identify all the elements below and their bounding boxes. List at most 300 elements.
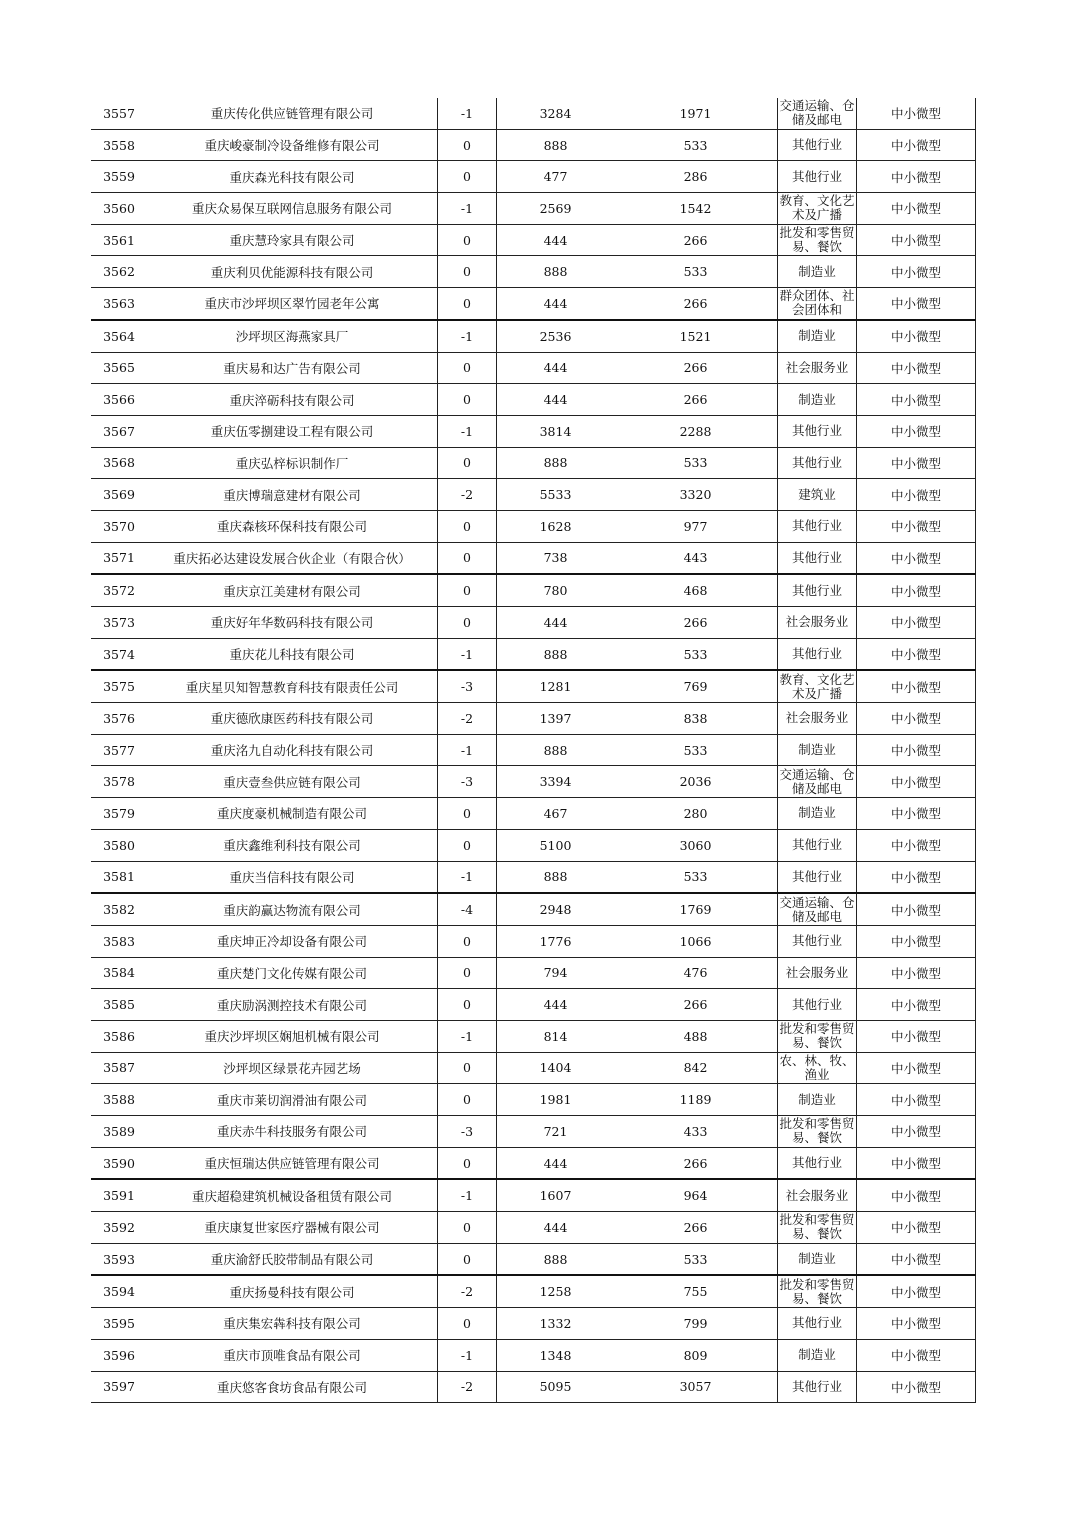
table-row — [91, 574, 976, 606]
change-value-cell: 0 — [438, 574, 497, 606]
change-value-cell: -3 — [438, 1116, 497, 1148]
amount-a-cell: 1776 — [497, 925, 615, 957]
row-number-cell: 3590 — [91, 1147, 147, 1179]
industry-cell: 制造业 — [778, 798, 857, 830]
amount-a-cell: 444 — [497, 384, 615, 416]
row-number-cell: 3562 — [91, 256, 147, 288]
amount-a-cell: 444 — [497, 352, 615, 384]
company-name-cell: 重庆市顶唯食品有限公司 — [147, 1339, 438, 1371]
row-number-cell: 3570 — [91, 510, 147, 542]
company-name-cell: 重庆京江美建材有限公司 — [147, 574, 438, 606]
change-value-cell: 0 — [438, 1212, 497, 1244]
industry-cell — [778, 893, 857, 925]
amount-a-cell: 1397 — [497, 703, 615, 735]
amount-a-cell: 3814 — [497, 415, 615, 447]
amount-b-cell: 1066 — [614, 925, 778, 957]
company-size-cell: 中小微型 — [857, 1308, 976, 1340]
industry-cell — [778, 766, 857, 798]
row-number-cell: 3595 — [91, 1308, 147, 1340]
change-value-cell: 0 — [438, 829, 497, 861]
row-number-cell: 3567 — [91, 415, 147, 447]
amount-b-cell: 842 — [614, 1052, 778, 1084]
company-size-cell: 中小微型 — [857, 734, 976, 766]
change-value-cell: 0 — [438, 1052, 497, 1084]
industry-cell — [778, 670, 857, 702]
company-size-cell: 中小微型 — [857, 224, 976, 256]
table-row — [91, 607, 976, 639]
company-size-cell: 中小微型 — [857, 129, 976, 161]
amount-b-cell: 2288 — [614, 415, 778, 447]
row-number-cell: 3565 — [91, 352, 147, 384]
company-name-cell: 重庆壹叁供应链有限公司 — [147, 766, 438, 798]
row-number-cell: 3596 — [91, 1339, 147, 1371]
row-number-cell: 3588 — [91, 1084, 147, 1116]
amount-b-cell: 1542 — [614, 193, 778, 225]
amount-b-cell: 809 — [614, 1339, 778, 1371]
amount-a-cell: 3394 — [497, 766, 615, 798]
row-number-cell: 3583 — [91, 925, 147, 957]
row-number-cell: 3564 — [91, 320, 147, 352]
change-value-cell: 0 — [438, 925, 497, 957]
change-value-cell: 0 — [438, 989, 497, 1021]
company-name-cell: 重庆传化供应链管理有限公司 — [147, 98, 438, 129]
amount-a-cell: 1281 — [497, 670, 615, 702]
row-number-cell: 3593 — [91, 1243, 147, 1275]
change-value-cell: 0 — [438, 1308, 497, 1340]
company-size-cell: 中小微型 — [857, 638, 976, 670]
amount-b-cell: 1769 — [614, 893, 778, 925]
industry-cell — [778, 1116, 857, 1148]
table-row — [91, 193, 976, 225]
table-row — [91, 957, 976, 989]
change-value-cell: -1 — [438, 320, 497, 352]
row-number-cell: 3557 — [91, 98, 147, 129]
company-size-cell: 中小微型 — [857, 703, 976, 735]
row-number-cell: 3591 — [91, 1179, 147, 1211]
amount-a-cell: 444 — [497, 1212, 615, 1244]
company-size-cell: 中小微型 — [857, 957, 976, 989]
industry-cell: 社会服务业 — [778, 703, 857, 735]
change-value-cell: 0 — [438, 607, 497, 639]
amount-a-cell: 888 — [497, 638, 615, 670]
company-size-cell: 中小微型 — [857, 542, 976, 574]
table-row — [91, 1179, 976, 1211]
amount-a-cell: 5100 — [497, 829, 615, 861]
change-value-cell: -2 — [438, 703, 497, 735]
company-size-cell: 中小微型 — [857, 1147, 976, 1179]
amount-b-cell: 3320 — [614, 479, 778, 511]
amount-b-cell: 755 — [614, 1275, 778, 1307]
row-number-cell: 3585 — [91, 989, 147, 1021]
industry-cell — [778, 193, 857, 225]
change-value-cell: 0 — [438, 957, 497, 989]
amount-b-cell: 266 — [614, 224, 778, 256]
row-number-cell: 3586 — [91, 1020, 147, 1052]
amount-b-cell: 280 — [614, 798, 778, 830]
amount-b-cell: 468 — [614, 574, 778, 606]
amount-a-cell: 1258 — [497, 1275, 615, 1307]
company-size-cell: 中小微型 — [857, 510, 976, 542]
industry-cell: 社会服务业 — [778, 1179, 857, 1211]
table-row — [91, 703, 976, 735]
amount-b-cell: 2036 — [614, 766, 778, 798]
change-value-cell: 0 — [438, 542, 497, 574]
amount-a-cell: 1607 — [497, 1179, 615, 1211]
company-name-cell: 重庆扬曼科技有限公司 — [147, 1275, 438, 1307]
company-size-cell: 中小微型 — [857, 1116, 976, 1148]
amount-b-cell: 977 — [614, 510, 778, 542]
industry-cell: 其他行业 — [778, 1147, 857, 1179]
company-size-cell: 中小微型 — [857, 288, 976, 320]
row-number-cell: 3558 — [91, 129, 147, 161]
company-size-cell: 中小微型 — [857, 829, 976, 861]
table-row — [91, 798, 976, 830]
amount-b-cell: 266 — [614, 1147, 778, 1179]
industry-text: 批发和零售贸易、餐饮 — [779, 1213, 855, 1242]
table-row — [91, 1243, 976, 1275]
company-name-cell: 重庆森核环保科技有限公司 — [147, 510, 438, 542]
table-row — [91, 224, 976, 256]
amount-b-cell: 533 — [614, 1243, 778, 1275]
company-name-cell: 重庆慧玲家具有限公司 — [147, 224, 438, 256]
industry-cell: 其他行业 — [778, 925, 857, 957]
industry-text: 交通运输、仓储及邮电 — [779, 895, 855, 924]
table-row — [91, 1020, 976, 1052]
change-value-cell: -1 — [438, 734, 497, 766]
company-size-cell: 中小微型 — [857, 1179, 976, 1211]
industry-cell: 其他行业 — [778, 989, 857, 1021]
company-size-cell: 中小微型 — [857, 893, 976, 925]
amount-a-cell: 444 — [497, 288, 615, 320]
company-name-cell: 重庆森光科技有限公司 — [147, 161, 438, 193]
table-row — [91, 1084, 976, 1116]
amount-a-cell: 888 — [497, 1243, 615, 1275]
change-value-cell: 0 — [438, 224, 497, 256]
row-number-cell: 3569 — [91, 479, 147, 511]
company-name-cell: 重庆拓必达建设发展合伙企业（有限合伙） — [147, 542, 438, 574]
change-value-cell: 0 — [438, 161, 497, 193]
table-row — [91, 352, 976, 384]
industry-cell — [778, 1020, 857, 1052]
row-number-cell: 3594 — [91, 1275, 147, 1307]
industry-cell: 其他行业 — [778, 574, 857, 606]
amount-a-cell: 444 — [497, 989, 615, 1021]
amount-b-cell: 476 — [614, 957, 778, 989]
row-number-cell: 3579 — [91, 798, 147, 830]
company-size-cell: 中小微型 — [857, 1020, 976, 1052]
row-number-cell: 3571 — [91, 542, 147, 574]
company-name-cell: 重庆渝舒氏胶带制品有限公司 — [147, 1243, 438, 1275]
industry-text: 批发和零售贸易、餐饮 — [779, 1277, 855, 1306]
industry-cell — [778, 224, 857, 256]
table-row — [91, 1212, 976, 1244]
amount-b-cell: 488 — [614, 1020, 778, 1052]
company-size-cell: 中小微型 — [857, 161, 976, 193]
change-value-cell: -1 — [438, 98, 497, 129]
amount-a-cell: 3284 — [497, 98, 615, 129]
amount-a-cell: 2569 — [497, 193, 615, 225]
table-row — [91, 829, 976, 861]
table-row — [91, 1052, 976, 1084]
industry-cell: 其他行业 — [778, 1308, 857, 1340]
table-row — [91, 1116, 976, 1148]
industry-cell: 制造业 — [778, 320, 857, 352]
industry-cell: 其他行业 — [778, 129, 857, 161]
industry-cell: 社会服务业 — [778, 957, 857, 989]
company-size-cell: 中小微型 — [857, 1212, 976, 1244]
table-row — [91, 670, 976, 702]
industry-text: 教育、文化艺术及广播 — [779, 672, 855, 701]
row-number-cell: 3580 — [91, 829, 147, 861]
table-row — [91, 320, 976, 352]
table-row — [91, 925, 976, 957]
table-row — [91, 129, 976, 161]
change-value-cell: -1 — [438, 415, 497, 447]
table-row — [91, 384, 976, 416]
company-name-cell: 重庆德欣康医药科技有限公司 — [147, 703, 438, 735]
row-number-cell: 3589 — [91, 1116, 147, 1148]
company-size-cell: 中小微型 — [857, 798, 976, 830]
amount-b-cell: 533 — [614, 861, 778, 893]
company-name-cell: 沙坪坝区绿景花卉园艺场 — [147, 1052, 438, 1084]
amount-b-cell: 266 — [614, 989, 778, 1021]
amount-a-cell: 888 — [497, 129, 615, 161]
amount-b-cell: 838 — [614, 703, 778, 735]
industry-cell: 其他行业 — [778, 1371, 857, 1403]
amount-a-cell: 780 — [497, 574, 615, 606]
industry-cell: 建筑业 — [778, 479, 857, 511]
amount-b-cell: 1521 — [614, 320, 778, 352]
amount-a-cell: 1332 — [497, 1308, 615, 1340]
amount-b-cell: 1189 — [614, 1084, 778, 1116]
company-name-cell: 重庆康复世家医疗器械有限公司 — [147, 1212, 438, 1244]
table-row — [91, 542, 976, 574]
company-name-cell: 重庆易和达广告有限公司 — [147, 352, 438, 384]
company-name-cell: 重庆当信科技有限公司 — [147, 861, 438, 893]
change-value-cell: 0 — [438, 352, 497, 384]
change-value-cell: 0 — [438, 1084, 497, 1116]
industry-cell: 其他行业 — [778, 861, 857, 893]
industry-cell: 社会服务业 — [778, 352, 857, 384]
company-name-cell: 重庆悠客食坊食品有限公司 — [147, 1371, 438, 1403]
row-number-cell: 3577 — [91, 734, 147, 766]
amount-b-cell: 266 — [614, 288, 778, 320]
amount-a-cell: 467 — [497, 798, 615, 830]
amount-b-cell: 1971 — [614, 98, 778, 129]
amount-a-cell: 444 — [497, 1147, 615, 1179]
amount-a-cell: 444 — [497, 607, 615, 639]
row-number-cell: 3573 — [91, 607, 147, 639]
amount-b-cell: 533 — [614, 447, 778, 479]
company-size-cell: 中小微型 — [857, 574, 976, 606]
industry-cell: 其他行业 — [778, 638, 857, 670]
amount-b-cell: 964 — [614, 1179, 778, 1211]
industry-cell: 其他行业 — [778, 542, 857, 574]
industry-cell: 制造业 — [778, 1243, 857, 1275]
row-number-cell: 3574 — [91, 638, 147, 670]
industry-text: 批发和零售贸易、餐饮 — [779, 1117, 855, 1146]
row-number-cell: 3584 — [91, 957, 147, 989]
company-size-cell: 中小微型 — [857, 98, 976, 129]
amount-a-cell: 2948 — [497, 893, 615, 925]
company-size-cell: 中小微型 — [857, 320, 976, 352]
industry-cell: 社会服务业 — [778, 607, 857, 639]
change-value-cell: 0 — [438, 288, 497, 320]
company-size-cell: 中小微型 — [857, 861, 976, 893]
change-value-cell: 0 — [438, 1147, 497, 1179]
industry-text: 教育、文化艺术及广播 — [779, 194, 855, 223]
company-size-cell: 中小微型 — [857, 925, 976, 957]
row-number-cell: 3568 — [91, 447, 147, 479]
industry-cell: 其他行业 — [778, 447, 857, 479]
table-row — [91, 1275, 976, 1307]
company-name-cell: 重庆峻豪制冷设备维修有限公司 — [147, 129, 438, 161]
company-size-cell: 中小微型 — [857, 1243, 976, 1275]
industry-cell: 制造业 — [778, 1339, 857, 1371]
company-size-cell: 中小微型 — [857, 989, 976, 1021]
change-value-cell: 0 — [438, 447, 497, 479]
amount-b-cell: 769 — [614, 670, 778, 702]
industry-text: 交通运输、仓储及邮电 — [779, 767, 855, 796]
table-row — [91, 766, 976, 798]
amount-b-cell: 266 — [614, 607, 778, 639]
company-size-cell: 中小微型 — [857, 384, 976, 416]
amount-b-cell: 266 — [614, 1212, 778, 1244]
amount-b-cell: 286 — [614, 161, 778, 193]
row-number-cell: 3561 — [91, 224, 147, 256]
amount-b-cell: 533 — [614, 256, 778, 288]
industry-cell: 制造业 — [778, 1084, 857, 1116]
amount-a-cell: 5095 — [497, 1371, 615, 1403]
change-value-cell: -2 — [438, 1371, 497, 1403]
company-name-cell: 重庆集宏犇科技有限公司 — [147, 1308, 438, 1340]
amount-b-cell: 799 — [614, 1308, 778, 1340]
table-row — [91, 1308, 976, 1340]
company-size-cell: 中小微型 — [857, 670, 976, 702]
change-value-cell: -1 — [438, 1179, 497, 1211]
company-name-cell: 重庆楚门文化传媒有限公司 — [147, 957, 438, 989]
table-row — [91, 510, 976, 542]
row-number-cell: 3572 — [91, 574, 147, 606]
amount-a-cell: 888 — [497, 256, 615, 288]
change-value-cell: -3 — [438, 670, 497, 702]
industry-cell — [778, 98, 857, 129]
company-name-cell: 重庆利贝优能源科技有限公司 — [147, 256, 438, 288]
table-row — [91, 161, 976, 193]
table-row — [91, 479, 976, 511]
company-name-cell: 重庆博瑞意建材有限公司 — [147, 479, 438, 511]
company-size-cell: 中小微型 — [857, 479, 976, 511]
amount-b-cell: 433 — [614, 1116, 778, 1148]
industry-cell — [778, 1052, 857, 1084]
table-row — [91, 989, 976, 1021]
table-row — [91, 1339, 976, 1371]
amount-a-cell: 738 — [497, 542, 615, 574]
industry-cell: 制造业 — [778, 734, 857, 766]
amount-a-cell: 888 — [497, 734, 615, 766]
row-number-cell: 3582 — [91, 893, 147, 925]
change-value-cell: -1 — [438, 1020, 497, 1052]
company-name-cell: 重庆市莱切润滑油有限公司 — [147, 1084, 438, 1116]
company-table-body — [91, 98, 976, 1403]
company-size-cell: 中小微型 — [857, 1084, 976, 1116]
industry-cell: 其他行业 — [778, 829, 857, 861]
industry-cell: 其他行业 — [778, 510, 857, 542]
change-value-cell: -4 — [438, 893, 497, 925]
change-value-cell: -1 — [438, 193, 497, 225]
company-size-cell: 中小微型 — [857, 766, 976, 798]
amount-b-cell: 533 — [614, 129, 778, 161]
table-row — [91, 638, 976, 670]
industry-cell — [778, 1275, 857, 1307]
company-size-cell: 中小微型 — [857, 352, 976, 384]
amount-a-cell: 794 — [497, 957, 615, 989]
company-name-cell: 重庆超稳建筑机械设备租赁有限公司 — [147, 1179, 438, 1211]
company-size-cell: 中小微型 — [857, 193, 976, 225]
industry-cell: 其他行业 — [778, 415, 857, 447]
industry-text: 群众团体、社会团体和 — [779, 289, 855, 318]
table-row — [91, 861, 976, 893]
company-name-cell: 重庆弘梓标识制作厂 — [147, 447, 438, 479]
company-name-cell: 重庆伍零捌建设工程有限公司 — [147, 415, 438, 447]
industry-cell: 其他行业 — [778, 161, 857, 193]
change-value-cell: 0 — [438, 256, 497, 288]
industry-text: 交通运输、仓储及邮电 — [779, 99, 855, 128]
amount-b-cell: 533 — [614, 638, 778, 670]
company-name-cell: 重庆星贝知智慧教育科技有限责任公司 — [147, 670, 438, 702]
change-value-cell: -1 — [438, 1339, 497, 1371]
change-value-cell: 0 — [438, 129, 497, 161]
table-row — [91, 98, 976, 129]
change-value-cell: -2 — [438, 1275, 497, 1307]
row-number-cell: 3578 — [91, 766, 147, 798]
table-row — [91, 1147, 976, 1179]
company-size-cell: 中小微型 — [857, 1052, 976, 1084]
change-value-cell: -3 — [438, 766, 497, 798]
row-number-cell: 3575 — [91, 670, 147, 702]
company-name-cell: 重庆洺九自动化科技有限公司 — [147, 734, 438, 766]
table-row — [91, 893, 976, 925]
company-name-cell: 重庆赤牛科技服务有限公司 — [147, 1116, 438, 1148]
table-row — [91, 1371, 976, 1403]
amount-b-cell: 266 — [614, 352, 778, 384]
company-name-cell: 重庆鑫维利科技有限公司 — [147, 829, 438, 861]
table-row — [91, 447, 976, 479]
company-name-cell: 重庆韵赢达物流有限公司 — [147, 893, 438, 925]
row-number-cell: 3592 — [91, 1212, 147, 1244]
amount-a-cell: 1628 — [497, 510, 615, 542]
industry-text: 批发和零售贸易、餐饮 — [779, 1022, 855, 1051]
company-name-cell: 重庆励涡测控技术有限公司 — [147, 989, 438, 1021]
amount-b-cell: 266 — [614, 384, 778, 416]
industry-cell — [778, 1212, 857, 1244]
amount-b-cell: 3060 — [614, 829, 778, 861]
company-name-cell: 重庆坤正冷却设备有限公司 — [147, 925, 438, 957]
change-value-cell: 0 — [438, 384, 497, 416]
industry-text: 批发和零售贸易、餐饮 — [779, 226, 855, 255]
company-size-cell: 中小微型 — [857, 607, 976, 639]
company-size-cell: 中小微型 — [857, 1275, 976, 1307]
table-row — [91, 256, 976, 288]
amount-a-cell: 814 — [497, 1020, 615, 1052]
amount-b-cell: 443 — [614, 542, 778, 574]
amount-b-cell: 3057 — [614, 1371, 778, 1403]
company-name-cell: 重庆众易保互联网信息服务有限公司 — [147, 193, 438, 225]
row-number-cell: 3597 — [91, 1371, 147, 1403]
row-number-cell: 3566 — [91, 384, 147, 416]
company-name-cell: 重庆度豪机械制造有限公司 — [147, 798, 438, 830]
amount-a-cell: 721 — [497, 1116, 615, 1148]
